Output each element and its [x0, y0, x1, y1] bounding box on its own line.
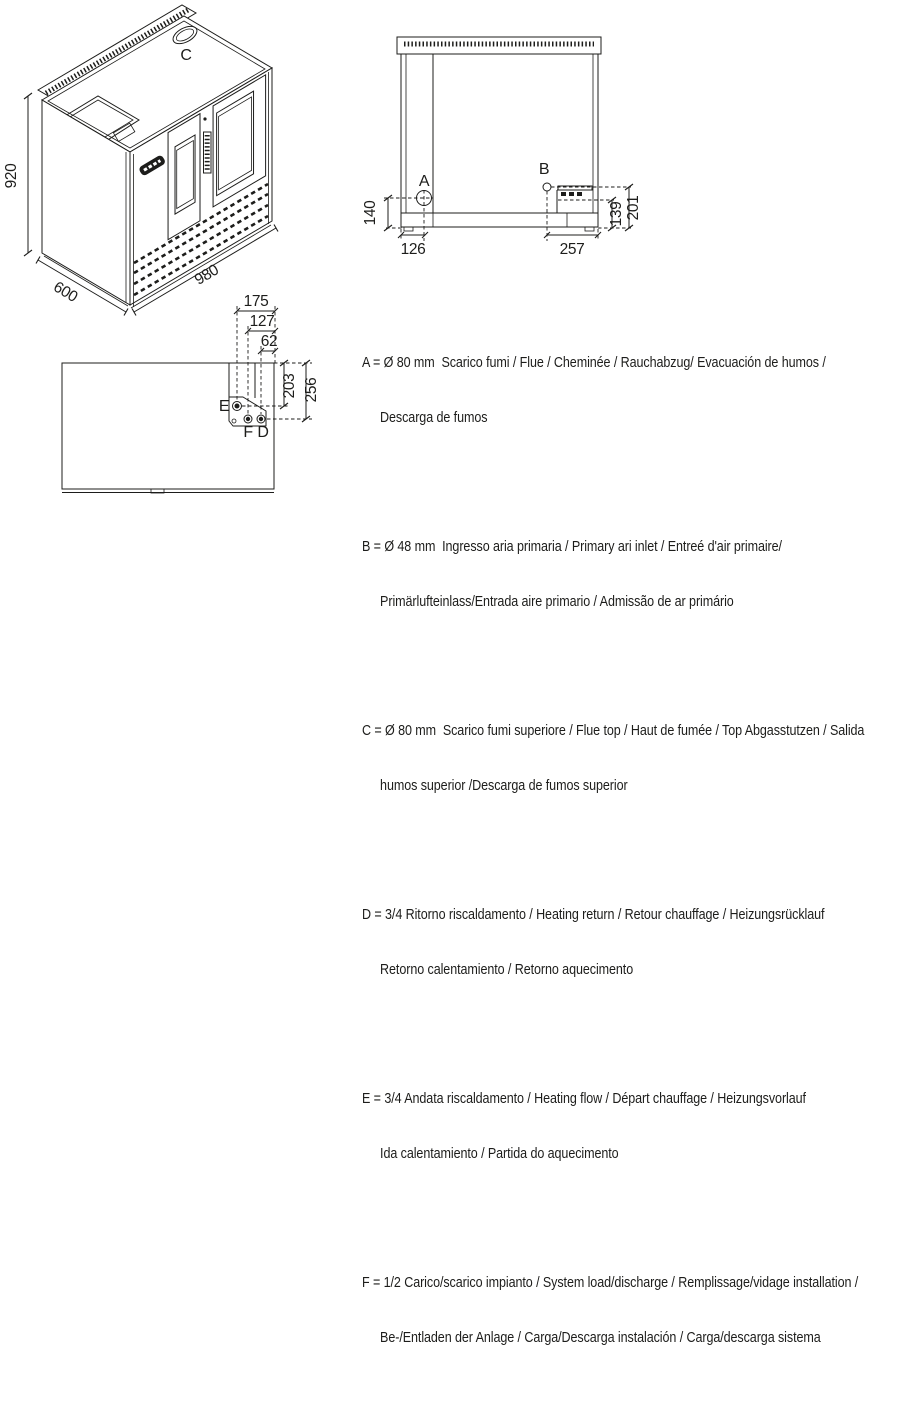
legend-b-line2: Primärlufteinlass/Entrada aire primario / Admissão de ar primário — [380, 593, 734, 610]
label-a: A — [418, 173, 430, 190]
dim-62-label: 62 — [260, 333, 278, 350]
legend-d-line2: Retorno calentamiento / Retorno aquecimento — [380, 962, 634, 979]
top-view — [62, 293, 320, 493]
legend-a-line1: A = Ø 80 mm Scarico fumi / Flue / Cheminée / Rauchabzug/ Evacuación de humos / — [362, 354, 826, 371]
dim-139 — [608, 197, 625, 231]
rear-view — [362, 37, 642, 258]
rear-plinth — [401, 213, 598, 231]
dim-201-label: 201 — [625, 195, 642, 221]
legend-e-line1: E = 3/4 Andata riscaldamento / Heating flow / Départ chauffage / Heizungsvorlauf — [362, 1090, 806, 1107]
legend-d-line1: D = 3/4 Ritorno riscaldamento / Heating return / Retour chauffage / Heizungsrücklauf — [362, 906, 825, 923]
legend-entry-f — [362, 1237, 864, 1384]
dim-126-label: 126 — [400, 241, 426, 258]
legend-a-line2: Descarga de fumos — [380, 409, 488, 426]
dim-127-label: 127 — [249, 313, 275, 330]
legend-entry-d — [362, 869, 864, 1016]
dim-140 — [362, 195, 392, 231]
dim-203 — [280, 360, 298, 409]
connection-bracket — [229, 397, 266, 426]
label-d: D — [257, 424, 269, 441]
legend-e-line2: Ida calentamiento / Partida do aquecimento — [380, 1146, 619, 1163]
legend-c-line2: humos superior /Descarga de fumos superior — [380, 777, 628, 794]
legend-entry-c — [362, 685, 864, 832]
label-f: F — [243, 424, 253, 441]
dim-980-label: 980 — [191, 261, 222, 289]
rear-connection-block — [557, 186, 593, 213]
dim-257-label: 257 — [559, 241, 585, 258]
legend-c-line1: C = Ø 80 mm Scarico fumi superiore / Flue top / Haut de fumée / Top Abgasstutzen / Salida — [362, 722, 865, 739]
air-inlet-b — [543, 183, 551, 191]
dim-256 — [302, 360, 320, 422]
legend — [362, 280, 864, 1403]
dim-920-label: 920 — [3, 163, 20, 189]
legend-f-line2: Be-/Entladen der Anlage / Carga/Descarga instalación / Carga/descarga sistema — [380, 1330, 821, 1347]
dim-201 — [625, 184, 642, 231]
legend-entry-a — [362, 317, 864, 464]
hinge-dot — [203, 117, 206, 120]
legend-b-line1: B = Ø 48 mm Ingresso aria primaria / Primary ari inlet / Entreé d'air primaire/ — [362, 538, 782, 555]
label-c: C — [180, 47, 192, 64]
dim-139-label: 139 — [608, 201, 625, 227]
legend-entry-b — [362, 501, 864, 648]
legend-entry-e — [362, 1053, 864, 1200]
legend-f-line1: F = 1/2 Carico/scarico impianto / System load/discharge / Remplissage/vidage installation / — [362, 1274, 859, 1291]
dim-127 — [245, 313, 278, 334]
dim-62 — [258, 333, 278, 354]
label-b: B — [538, 161, 550, 178]
dim-140-label: 140 — [362, 200, 379, 226]
rear-dashed-lines — [384, 187, 631, 241]
dim-126 — [398, 232, 428, 258]
dim-256-label: 256 — [303, 377, 320, 403]
isometric-view — [3, 5, 278, 316]
dim-203-label: 203 — [281, 373, 298, 399]
dim-175-label: 175 — [243, 293, 269, 310]
dim-257 — [544, 232, 601, 258]
door-handle — [204, 132, 212, 173]
dim-600-label: 600 — [50, 278, 81, 306]
dim-920 — [3, 93, 32, 256]
dim-175 — [234, 293, 278, 314]
label-e: E — [218, 398, 230, 415]
